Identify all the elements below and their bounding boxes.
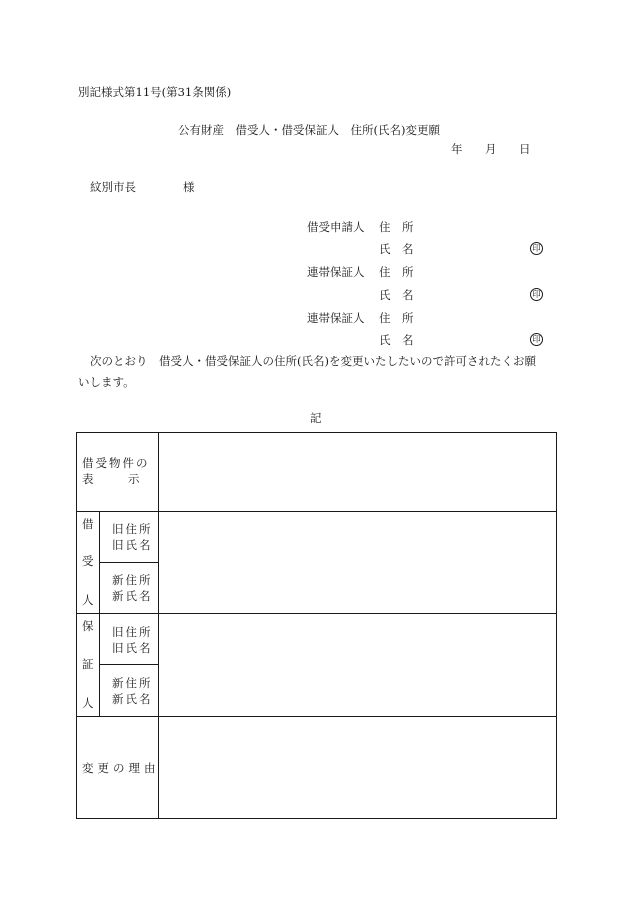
reason-field[interactable]	[160, 718, 555, 817]
borrower-label-char: 借	[82, 517, 94, 531]
guarantor-new-field[interactable]	[160, 666, 555, 715]
property-label: 表 示	[82, 472, 140, 486]
old-name-label: 旧氏名	[112, 641, 153, 655]
borrower-label-char: 人	[82, 593, 94, 607]
page-title: 公有財産 借受人・借受保証人 住所(氏名)変更願	[178, 123, 440, 137]
new-address-label: 新住所	[112, 573, 153, 587]
guarantor-address-label: 住 所	[379, 311, 414, 325]
borrower-new-field[interactable]	[160, 564, 555, 612]
seal-mark: 印	[530, 242, 543, 255]
old-address-label: 旧住所	[112, 625, 153, 639]
guarantor-role: 連帯保証人	[307, 265, 365, 279]
guarantor-name-label: 氏 名	[379, 333, 414, 347]
old-address-label: 旧住所	[112, 522, 153, 536]
guarantor-address-label: 住 所	[379, 265, 414, 279]
guarantor-name-label: 氏 名	[379, 288, 414, 302]
date-day: 日	[519, 142, 531, 156]
table-rule	[99, 511, 100, 716]
guarantor-role: 連帯保証人	[307, 311, 365, 325]
applicant-name-label: 氏 名	[379, 242, 414, 256]
seal-mark: 印	[530, 288, 543, 301]
new-address-label: 新住所	[112, 676, 153, 690]
table-rule	[76, 511, 557, 512]
addressee-name: 紋別市長	[90, 180, 136, 194]
form-number: 別記様式第11号(第31条関係)	[78, 85, 232, 99]
guarantor-old-field[interactable]	[160, 615, 555, 663]
table-rule	[99, 664, 158, 665]
table-rule	[76, 613, 557, 614]
table-rule	[76, 716, 557, 717]
date-year: 年	[451, 142, 463, 156]
seal-mark: 印	[530, 333, 543, 346]
body-text: 次のとおり 借受人・借受保証人の住所(氏名)を変更いたしたいので許可されたくお願	[90, 354, 536, 368]
property-label: 借受物件の	[82, 456, 150, 470]
body-text: いします。	[78, 375, 135, 389]
guarantor-label-char: 証	[82, 657, 94, 671]
guarantor-label-char: 保	[82, 619, 94, 633]
date-month: 月	[485, 142, 497, 156]
table-rule	[99, 562, 158, 563]
borrower-old-field[interactable]	[160, 513, 555, 561]
reason-label: 変更の理由	[82, 761, 160, 775]
addressee-honorific: 様	[183, 180, 195, 194]
borrower-label-char: 受	[82, 554, 94, 568]
old-name-label: 旧氏名	[112, 538, 153, 552]
new-name-label: 新氏名	[112, 589, 153, 603]
applicant-address-label: 住 所	[379, 220, 414, 234]
property-description-field[interactable]	[160, 434, 555, 510]
guarantor-label-char: 人	[82, 696, 94, 710]
record-heading: 記	[310, 411, 322, 425]
applicant-role: 借受申請人	[307, 220, 365, 234]
new-name-label: 新氏名	[112, 692, 153, 706]
